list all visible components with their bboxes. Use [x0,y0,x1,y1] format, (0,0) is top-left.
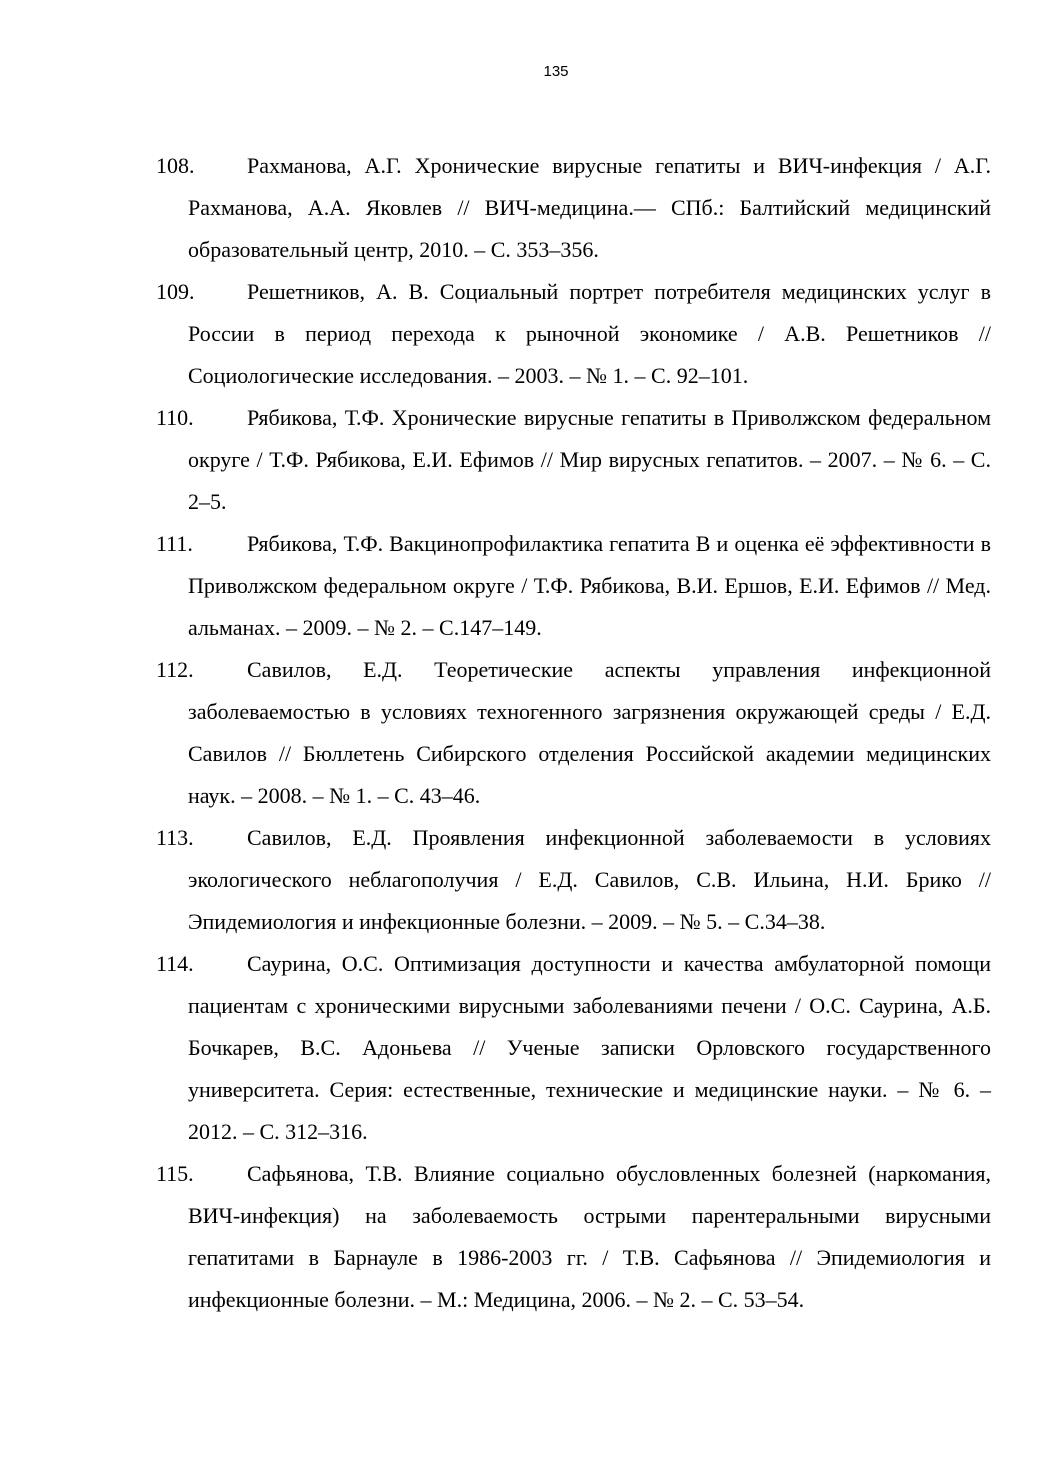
reference-text: Сафьянова, Т.В. Влияние социально обусловленных болезней (наркомания, ВИЧ-инфекция) на заболеваемость острыми парентеральными вирусными гепатитами в Барнауле в 1986-2003 гг. / Т.В. Сафьянова // Эпидемиология и инфекционные болезни. – М.: Медицина, 2006. – № 2. – С. 53–54. [188,1161,991,1312]
reference-number: 109. [156,279,195,304]
reference-item [156,943,991,1153]
reference-number: 110. [156,405,194,430]
reference-number: 114. [156,951,194,976]
reference-text: Саурина, О.С. Оптимизация доступности и качества амбулаторной помощи пациентам с хроническими вирусными заболеваниями печени / О.С. Саурина, А.Б. Бочкарев, В.С. Адоньева // Ученые записки Орловского государственного университета. Серия: естественные, технические и медицинские науки. – № 6. – 2012. – С. 312–316. [188,951,991,1144]
reference-text: Решетников, А. В. Социальный портрет потребителя медицинских услуг в России в период перехода к рыночной экономике / А.В. Решетников // Социологические исследования. – 2003. – № 1. – С. 92–101. [188,279,991,388]
page-number: 135 [543,63,569,80]
reference-text: Рябикова, Т.Ф. Хронические вирусные гепатиты в Приволжском федеральном округе / Т.Ф. Рябикова, Е.И. Ефимов // Мир вирусных гепатитов. – 2007. – № 6. – С. 2–5. [188,405,991,514]
reference-number: 113. [156,825,194,850]
reference-item [156,271,991,397]
reference-number: 112. [156,657,194,682]
reference-number: 115. [156,1161,194,1186]
reference-text: Савилов, Е.Д. Проявления инфекционной заболеваемости в условиях экологического неблагополучия / Е.Д. Савилов, С.В. Ильина, Н.И. Брико // Эпидемиология и инфекционные болезни. – 2009. – № 5. – С.34–38. [188,825,991,934]
reference-item [156,145,991,271]
reference-text: Рябикова, Т.Ф. Вакцинопрофилактика гепатита В и оценка её эффективности в Приволжском федеральном округе / Т.Ф. Рябикова, В.И. Ершов, Е.И. Ефимов // Мед. альманах. – 2009. – № 2. – С.147–149. [188,531,991,640]
reference-item [156,523,991,649]
reference-item [156,817,991,943]
reference-item [156,649,991,817]
reference-text: Савилов, Е.Д. Теоретические аспекты управления инфекционной заболеваемостью в условиях техногенного загрязнения окружающей среды / Е.Д. Савилов // Бюллетень Сибирского отделения Российской академии медицинских наук. – 2008. – № 1. – С. 43–46. [188,657,991,808]
reference-item [156,1153,991,1321]
reference-item [156,397,991,523]
reference-number: 111. [156,531,193,556]
reference-number: 108. [156,153,195,178]
reference-list [156,145,991,1321]
reference-text: Рахманова, А.Г. Хронические вирусные гепатиты и ВИЧ-инфекция / А.Г. Рахманова, А.А. Яковлев // ВИЧ-медицина.— СПб.: Балтийский медицинский образовательный центр, 2010. – С. 353–356. [188,153,991,262]
